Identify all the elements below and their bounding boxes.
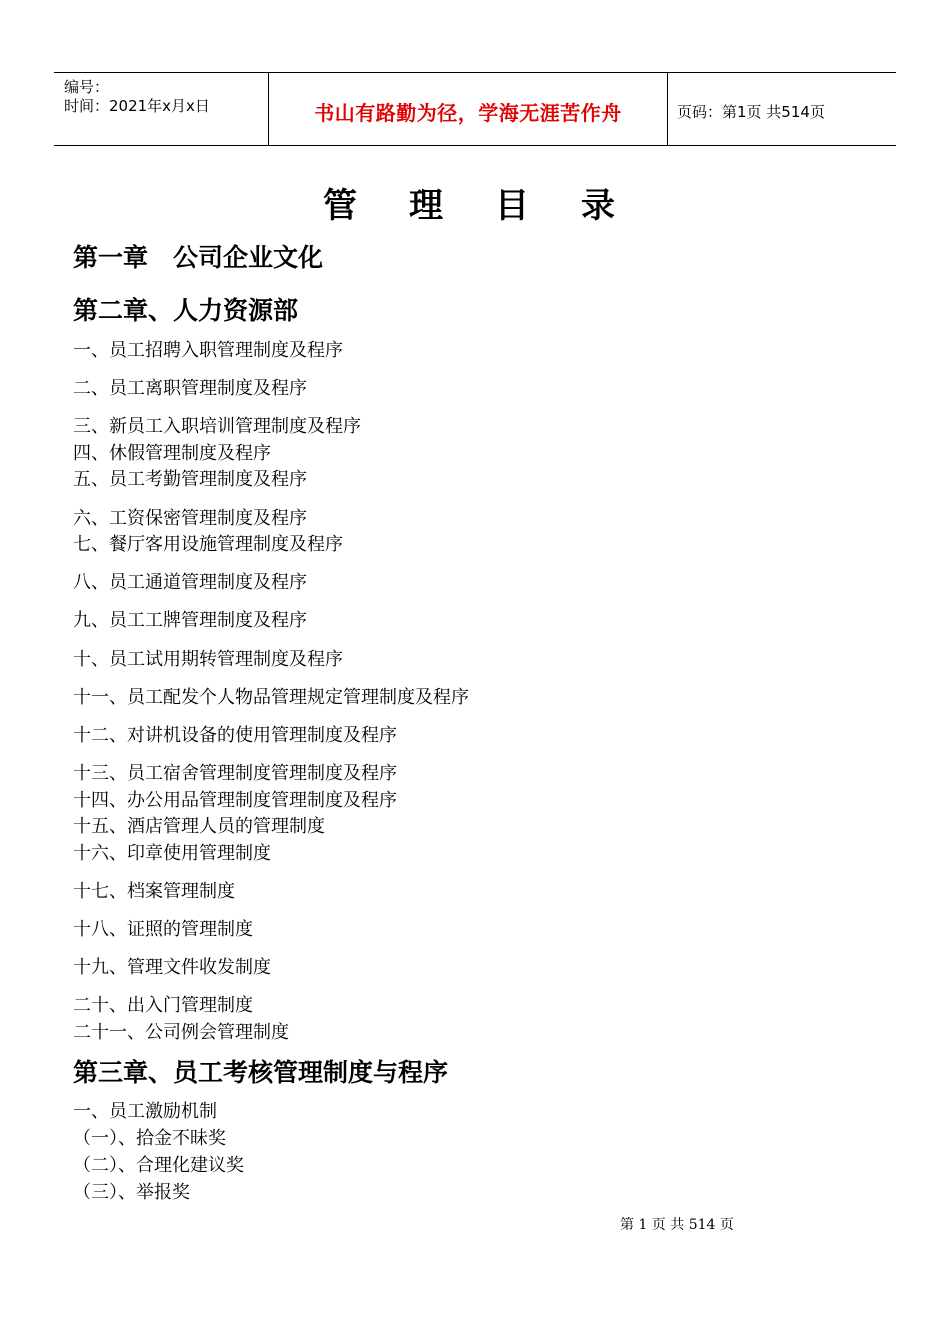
header-motto: 书山有路勤为径，学海无涯苦作舟	[314, 101, 622, 125]
toc-item: 十二、对讲机设备的使用管理制度及程序	[73, 725, 397, 746]
document-number-label: 编号：	[64, 78, 110, 96]
toc-item: 八、员工通道管理制度及程序	[73, 572, 307, 593]
header-page-cell	[667, 73, 896, 145]
chapter-2-heading: 第二章、人力资源部	[73, 296, 299, 325]
header-page-number: 页码：第1页 共514页	[677, 103, 825, 121]
page-title: 管理目录	[323, 186, 667, 226]
page-header	[54, 72, 896, 146]
toc-item: 十一、员工配发个人物品管理规定管理制度及程序	[73, 687, 469, 708]
toc-item: 十四、办公用品管理制度管理制度及程序	[73, 790, 397, 811]
toc-item: 十三、员工宿舍管理制度管理制度及程序	[73, 763, 397, 784]
toc-item: （三）、举报奖	[73, 1182, 190, 1203]
toc-item: （一）、拾金不昧奖	[73, 1128, 226, 1149]
toc-item: 四、休假管理制度及程序	[73, 443, 271, 464]
toc-item: 一、员工激励机制	[73, 1101, 217, 1122]
chapter-1-heading: 第一章 公司企业文化	[73, 243, 324, 272]
toc-item: 十七、档案管理制度	[73, 881, 235, 902]
header-meta-cell	[54, 73, 268, 145]
toc-item: 十九、管理文件收发制度	[73, 957, 271, 978]
toc-item: 九、员工工牌管理制度及程序	[73, 610, 307, 631]
chapter-3-heading: 第三章、员工考核管理制度与程序	[73, 1058, 449, 1087]
toc-item: 十五、酒店管理人员的管理制度	[73, 816, 325, 837]
toc-item: 六、工资保密管理制度及程序	[73, 508, 307, 529]
toc-item: 十、员工试用期转管理制度及程序	[73, 649, 343, 670]
toc-item: 二十一、公司例会管理制度	[73, 1022, 289, 1043]
toc-item: 十八、证照的管理制度	[73, 919, 253, 940]
document-time-label: 时间：2021年x月x日	[64, 97, 210, 115]
toc-item: 二、员工离职管理制度及程序	[73, 378, 307, 399]
toc-item: 七、餐厅客用设施管理制度及程序	[73, 534, 343, 555]
header-motto-cell	[268, 73, 668, 145]
toc-item: 二十、出入门管理制度	[73, 995, 253, 1016]
toc-item: 十六、印章使用管理制度	[73, 843, 271, 864]
toc-item: 三、新员工入职培训管理制度及程序	[73, 416, 361, 437]
page-footer: 第 1 页 共 514 页	[620, 1217, 734, 1233]
toc-item: 一、员工招聘入职管理制度及程序	[73, 340, 343, 361]
toc-item: （二）、合理化建议奖	[73, 1155, 244, 1176]
toc-item: 五、员工考勤管理制度及程序	[73, 469, 307, 490]
